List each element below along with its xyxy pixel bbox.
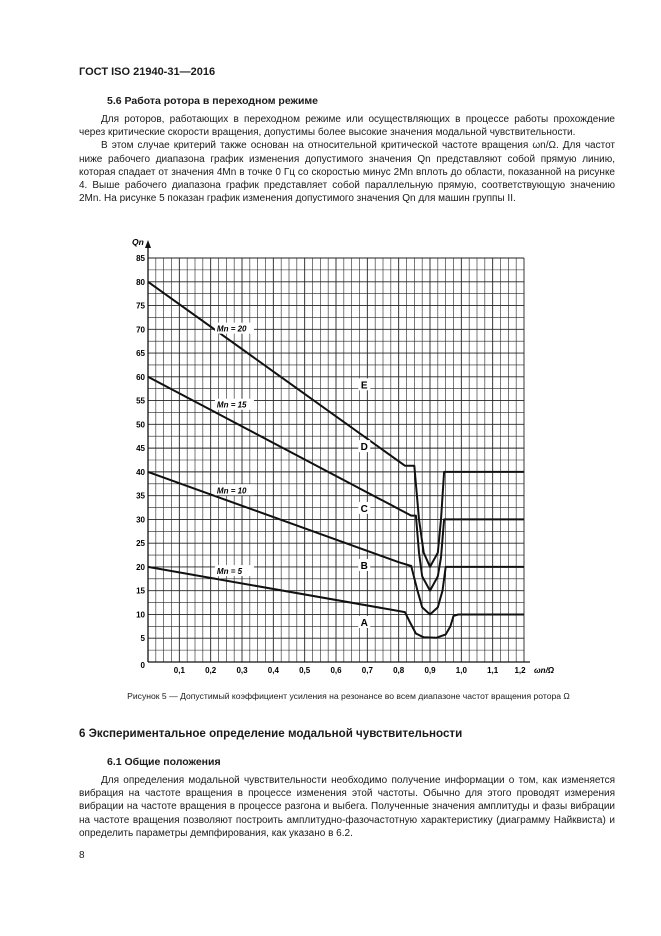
x-tick-label: 1,0 — [455, 666, 467, 675]
x-tick-label: 1,2 — [514, 666, 526, 675]
zone-label: C — [360, 503, 368, 515]
y-tick-label: 75 — [136, 301, 145, 311]
x-axis-label: ωn/Ω — [534, 666, 555, 675]
y-tick-label: 40 — [136, 467, 145, 477]
x-tick-label: 0,7 — [361, 666, 373, 675]
series-label: Mn = 10 — [216, 486, 247, 496]
series-label: Mn = 15 — [216, 400, 247, 410]
section-5-6-title: 5.6 Работа ротора в переходном режиме — [107, 95, 319, 107]
y-tick-label: 70 — [136, 325, 145, 335]
x-tick-label: 0,2 — [205, 666, 217, 675]
zone-label: B — [360, 560, 368, 572]
section-6-1-paragraph-1: Для определения модальной чувствительности необходимо получение информации о том, как изменяется вибрация на частоте вращения в процессе изменения этой частоты. Обычно для этого проводят измерения вибрации на частоте вращения в процессе разгона и выбега. Полученные значения амплитуды и фазы вибрации на частоте вращения позволяют построить амплитудно-фазочастотную характеристику (диаграмму Найквиста) и определить параметры демпфирования, как указано в 6.2. — [79, 775, 615, 839]
zone-label: A — [360, 617, 368, 629]
x-tick-label: 0,5 — [299, 666, 311, 675]
y-tick-label: 85 — [136, 254, 145, 263]
y-tick-label: 65 — [136, 349, 145, 359]
section-6-1-title: 6.1 Общие положения — [107, 756, 221, 768]
x-tick-label: 0,8 — [393, 666, 405, 675]
x-tick-label: 0,1 — [173, 666, 185, 675]
document-header: ГОСТ ISO 21940-31—2016 — [79, 66, 216, 78]
chart-grid — [148, 258, 524, 662]
y-tick-label: 55 — [136, 396, 145, 406]
page-number: 8 — [79, 850, 85, 861]
y-tick-label: 10 — [136, 610, 145, 620]
section-5-6-paragraph-2: В этом случае критерий также основан на относительной критической частоте вращения ωn/Ω. Для частот ниже рабочего диапазона график изменения допустимого значения Qn представляют собой прямую линию, которая спадает от значения 4Mn в точке 0 Гц со скоростью минус 2Mn вплоть до области, показанной на рисунке 4. Выше рабочего диапазона график представляет собой параллельную прямую, соответствующую значению 2Mn. На рисунке 5 показан график изменения допустимого значения Qn для машин группы II. — [79, 140, 615, 205]
section-6-1-body — [79, 774, 615, 840]
chart-axes — [132, 237, 555, 675]
y-tick-label: 60 — [136, 372, 145, 382]
y-tick-label: 15 — [136, 586, 145, 596]
section-5-6-paragraph-1: Для роторов, работающих в переходном режиме или осуществляющих в процессе работы прохождение через критические скорости вращения, допустимы более высокие значения модальной чувствительности. — [79, 114, 615, 139]
section-6-title: 6 Экспериментальное определение модальной чувствительности — [79, 727, 463, 740]
y-tick-label: 45 — [136, 444, 145, 454]
zone-label: D — [360, 442, 368, 454]
series-label: Mn = 20 — [216, 324, 247, 334]
figure-caption: Рисунок 5 — Допустимый коэффициент усиления на резонансе во всем диапазоне частот вращения ротора Ω — [127, 691, 570, 701]
x-tick-label: 0,4 — [267, 666, 279, 675]
zone-label: E — [360, 380, 368, 392]
y-tick-label: 5 — [140, 634, 145, 644]
y-tick-label: 50 — [136, 420, 145, 430]
y-tick-label: 20 — [136, 562, 145, 572]
series-label: Mn = 5 — [216, 567, 243, 577]
x-tick-label: 0,6 — [330, 666, 342, 675]
y-tick-label: 80 — [136, 277, 145, 287]
y-tick-label: 25 — [136, 539, 145, 549]
x-tick-label: 1,1 — [487, 666, 499, 675]
y-tick-label: 35 — [136, 491, 145, 501]
origin-label: 0 — [140, 661, 145, 670]
x-tick-label: 0,9 — [424, 666, 436, 675]
y-axis-arrow — [145, 240, 151, 248]
y-tick-label: 30 — [136, 515, 145, 525]
y-axis-label: Qn — [132, 237, 144, 247]
x-tick-label: 0,3 — [236, 666, 248, 675]
